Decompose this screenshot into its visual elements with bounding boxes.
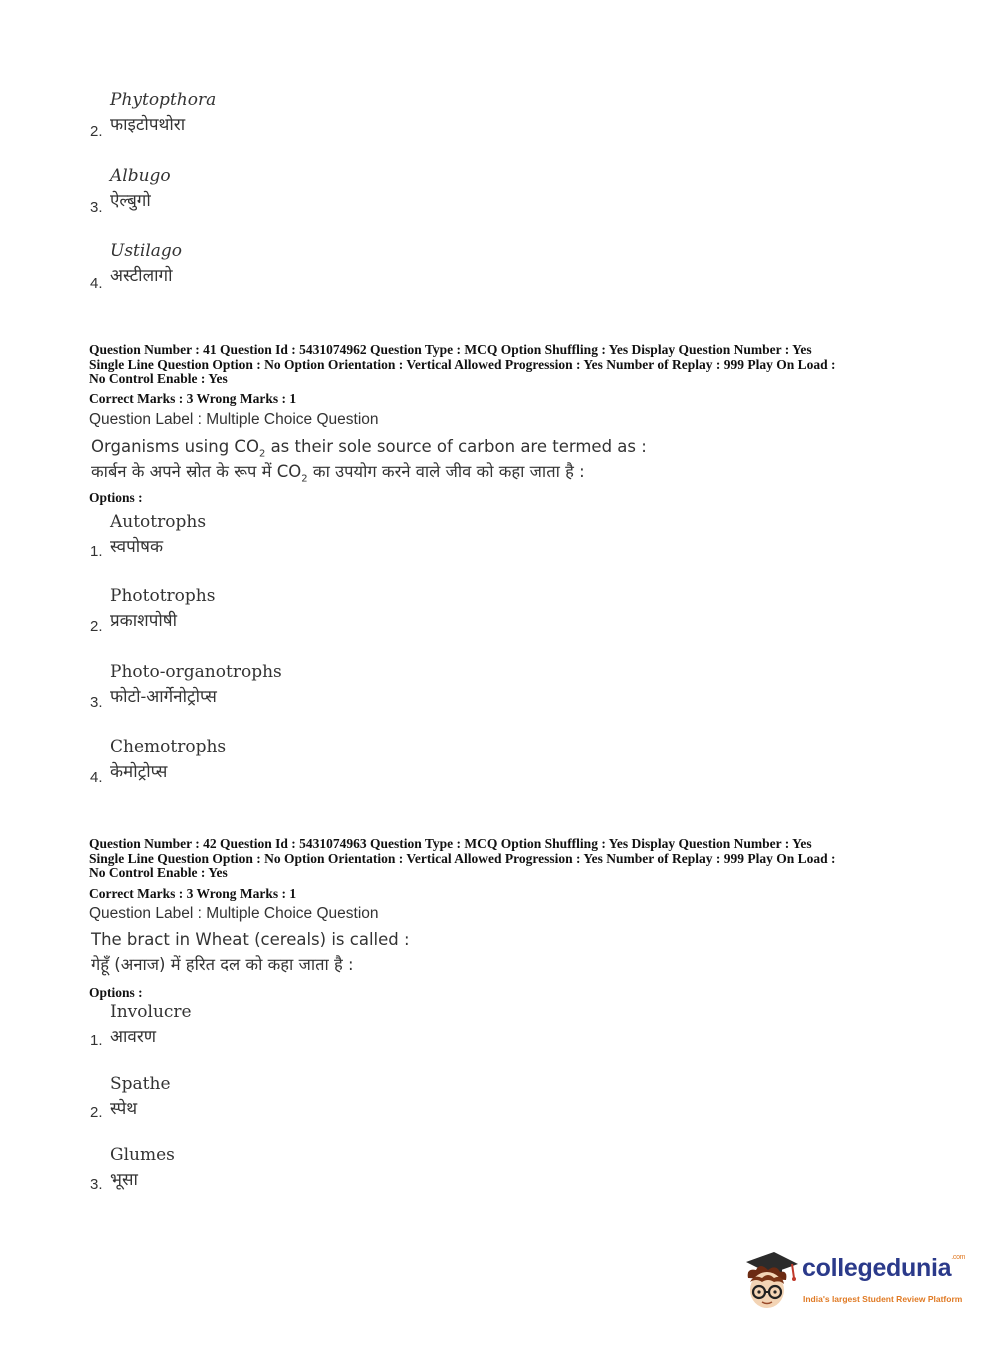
- meta-line: No Control Enable : Yes: [89, 865, 228, 880]
- option-text-hi: भूसा: [110, 1170, 138, 1190]
- question-text-hi: गेहूँ (अनाज) में हरित दल को कहा जाता है :: [91, 955, 354, 974]
- option-number: 2.: [90, 618, 103, 635]
- option-number: 2.: [90, 123, 103, 140]
- question-text-en: The bract in Wheat (cereals) is called :: [91, 930, 410, 949]
- meta-line: No Control Enable : Yes: [89, 371, 228, 386]
- brand-tagline: India's largest Student Review Platform: [803, 1294, 963, 1304]
- question-text-hi: कार्बन के अपने स्रोत के रूप में $CO_2$ का उपयोग करने वाले जीव को कहा जाता है :: [91, 462, 585, 485]
- option-text-hi: केमोट्रोप्स: [110, 762, 168, 782]
- option-number: 3.: [90, 694, 103, 711]
- option-number: 3.: [90, 1176, 103, 1193]
- option-text-en: Involucre: [110, 1002, 192, 1022]
- marks-line: Correct Marks : 3 Wrong Marks : 1: [89, 886, 297, 901]
- question-meta: [89, 837, 919, 881]
- mascot-icon: [740, 1248, 800, 1314]
- option-text-en: Chemotrophs: [110, 737, 227, 757]
- option-number: 1.: [90, 1032, 103, 1049]
- option-text-hi: फोटो-आर्गेनोट्रोप्स: [110, 687, 217, 707]
- question-meta: [89, 343, 919, 387]
- options-label: Options :: [89, 490, 143, 505]
- option-text-en: Photo-organotrophs: [110, 662, 282, 682]
- option-number: 2.: [90, 1104, 103, 1121]
- question-label: Question Label : Multiple Choice Question: [89, 905, 379, 922]
- brand-name: collegedunia$^{.com}$: [802, 1254, 966, 1282]
- option-text-en: Ustilago: [110, 241, 183, 261]
- option-number: 1.: [90, 543, 103, 560]
- question-label: Question Label : Multiple Choice Question: [89, 411, 379, 428]
- option-text-en: Phototrophs: [110, 586, 216, 606]
- option-text-hi: फाइटोपथोरा: [110, 115, 186, 135]
- option-text-hi: ऐल्बुगो: [110, 191, 151, 211]
- option-text-en: Albugo: [110, 166, 171, 186]
- option-text-hi: स्पेथ: [110, 1099, 138, 1119]
- option-text-en: Autotrophs: [110, 512, 207, 532]
- question-text-en: Organisms using $CO_2$ as their sole source of carbon are termed as :: [91, 437, 647, 460]
- marks-line: Correct Marks : 3 Wrong Marks : 1: [89, 391, 297, 406]
- meta-line: Single Line Question Option : No Option Orientation : Vertical Allowed Progression : Yes Number of Replay : 999 Play On Load :: [89, 356, 836, 372]
- meta-line: Question Number : 42 Question Id : 5431074963 Question Type : MCQ Option Shuffling : Yes Display Question Number : Yes: [89, 836, 812, 851]
- option-number: 4.: [90, 275, 103, 292]
- option-number: 3.: [90, 199, 103, 216]
- option-text-hi: आवरण: [110, 1027, 157, 1047]
- meta-line: Single Line Question Option : No Option Orientation : Vertical Allowed Progression : Yes Number of Replay : 999 Play On Load :: [89, 850, 836, 866]
- option-number: 4.: [90, 769, 103, 786]
- option-text-en: Glumes: [110, 1145, 175, 1165]
- options-label: Options :: [89, 985, 143, 1000]
- option-text-en: Phytopthora: [110, 90, 217, 110]
- collegedunia-logo[interactable]: [740, 1248, 970, 1318]
- option-text-hi: अस्टीलागो: [110, 266, 173, 286]
- option-text-hi: स्वपोषक: [110, 537, 164, 557]
- meta-line: Question Number : 41 Question Id : 5431074962 Question Type : MCQ Option Shuffling : Yes Display Question Number : Yes: [89, 342, 812, 357]
- option-text-hi: प्रकाशपोषी: [110, 611, 177, 631]
- option-text-en: Spathe: [110, 1074, 171, 1094]
